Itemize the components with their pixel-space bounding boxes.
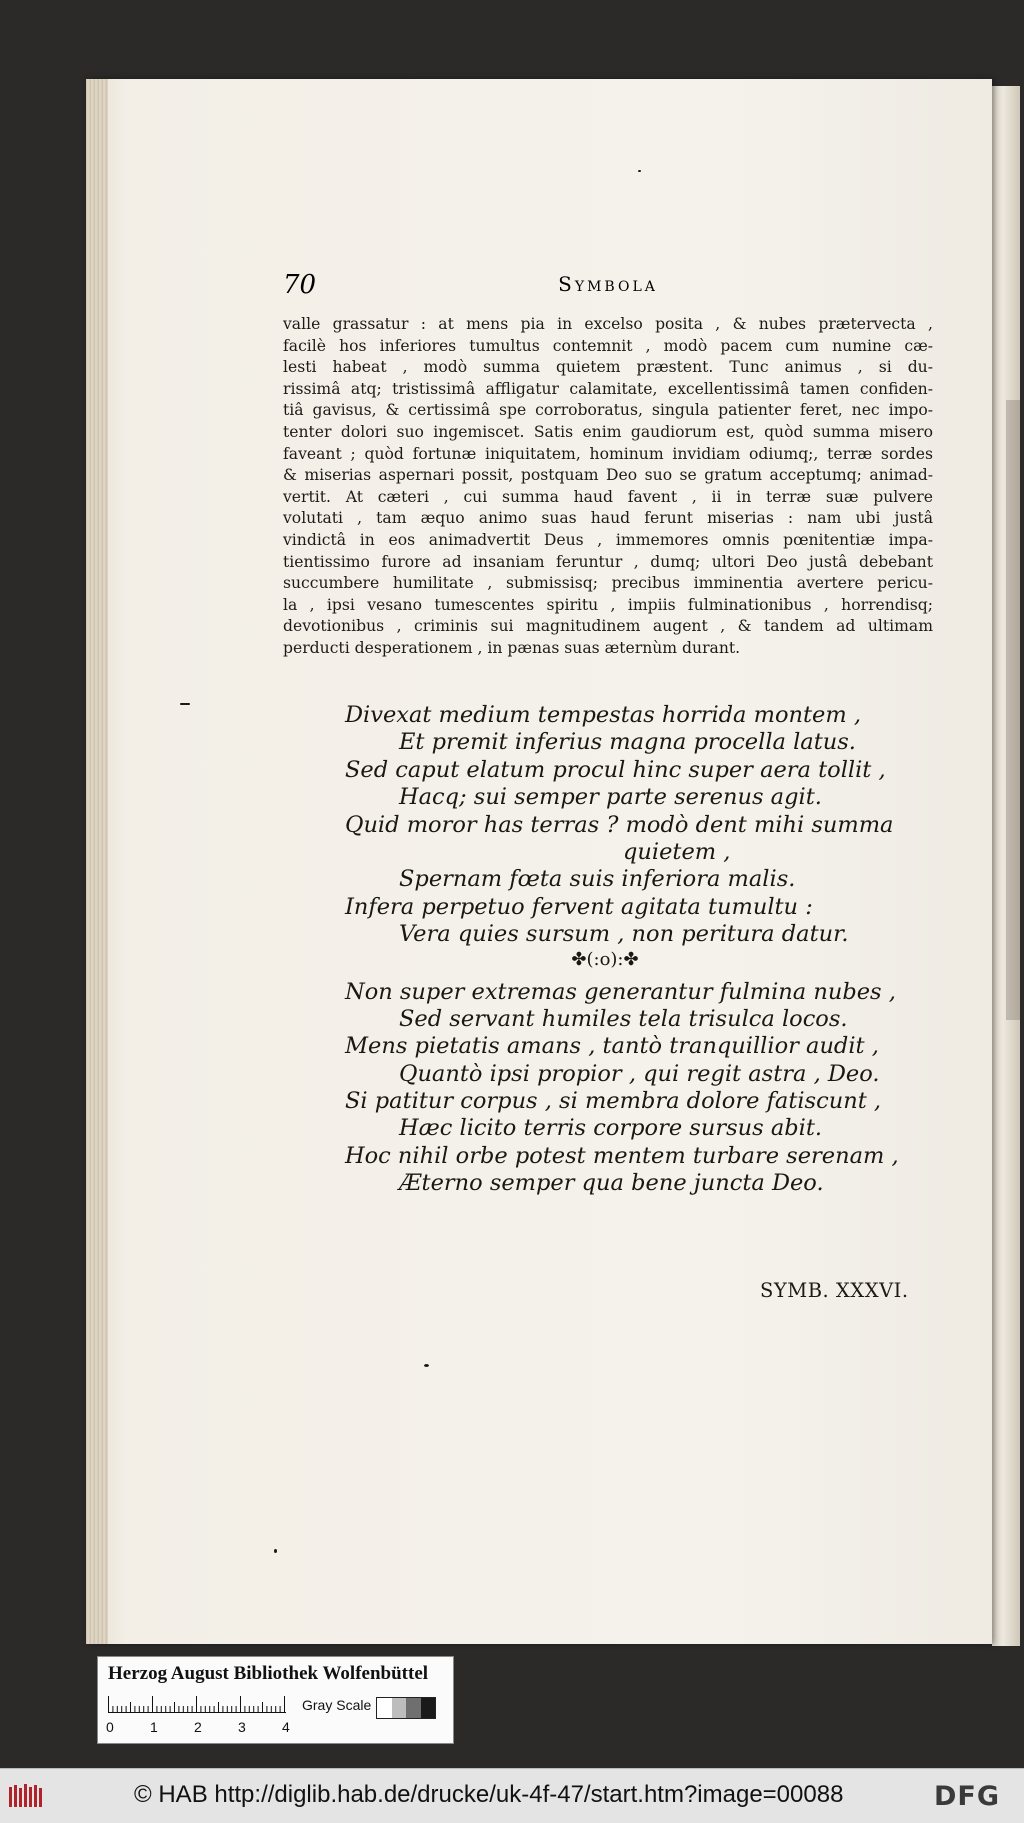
poem <box>345 702 945 1198</box>
poem-line: Infera perpetuo fervent agitata tumultu : <box>345 893 813 920</box>
prose-line: la , ipsi vesano tumescentes spiritu , impiis fulminationibus , horrendisq; <box>283 595 933 614</box>
prose-line: lesti habeat , modò summa quietem præstent. Tunc animus , si du- <box>283 358 933 377</box>
next-page-bleed <box>1006 400 1020 1020</box>
dfg-logo: DFG <box>934 1781 1001 1812</box>
page-header <box>283 270 933 306</box>
library-label-card <box>97 1656 454 1744</box>
ink-speck <box>180 703 190 705</box>
prose-paragraph <box>283 314 933 660</box>
page-gutter-edge <box>86 79 108 1644</box>
poem-line: Si patitur corpus , si membra dolore fatiscunt , <box>345 1088 882 1115</box>
prose-line: faveant ; quòd fortunæ iniquitatem, hominum invidiam odiumq;, terræ sordes <box>283 444 933 463</box>
gray-scale-swatches <box>376 1697 436 1719</box>
ruler-number: 1 <box>150 1719 158 1735</box>
prose-line: volutati , tam æquo animo suas haud ferunt miserias : nam ubi justâ <box>283 509 933 528</box>
prose-line: devotionibus , criminis sui magnitudinem augent , & tandem ad ultimam <box>283 617 933 636</box>
ornament-divider: ✤(:o):✤ <box>571 948 639 970</box>
prose-line: vindictâ in eos animadvertit Deus , immemores omnis pœnitentiæ impa- <box>283 530 933 549</box>
poem-line: Et premit inferius magna procella latus. <box>399 729 856 756</box>
page-number: 70 <box>283 270 317 300</box>
poem-line: Mens pietatis amans , tantò tranquillior audit , <box>345 1033 879 1060</box>
poem-line: quietem , <box>623 838 731 865</box>
ink-speck <box>638 170 641 172</box>
poem-line: Æterno semper qua bene juncta Deo. <box>399 1170 824 1197</box>
poem-line: Quantò ipsi propior , qui regit astra , Deo. <box>399 1060 880 1087</box>
ruler-number: 4 <box>282 1719 290 1735</box>
ruler-number: 2 <box>194 1719 202 1735</box>
prose-line: vertit. At cæteri , cui summa haud favent , ii in terræ suæ pulvere <box>283 487 933 506</box>
catchword: SYMB. XXXVI. <box>760 1279 909 1302</box>
poem-line: Vera quies sursum , non peritura datur. <box>399 921 849 948</box>
poem-line: Sed caput elatum procul hinc super aera tollit , <box>345 756 886 783</box>
scale-ruler <box>108 1695 286 1713</box>
prose-line: tiâ gavisus, & certissimâ spe corroboratus, singula patienter feret, nec impo- <box>283 401 933 420</box>
poem-line: Hæc licito terris corpore sursus abit. <box>399 1115 823 1142</box>
copyright-link[interactable]: © HAB http://diglib.hab.de/drucke/uk-4f-47/start.htm?image=00088 <box>134 1781 844 1808</box>
gray-scale-label: Gray Scale <box>302 1697 372 1713</box>
poem-line: Sed servant humiles tela trisulca locos. <box>399 1005 848 1032</box>
ruler-number: 3 <box>238 1719 246 1735</box>
poem-line: Divexat medium tempestas horrida montem , <box>345 702 861 728</box>
prose-line: tenter dolori suo ingemiscet. Satis enim gaudiorum est, quòd summa misero <box>283 422 933 441</box>
running-head: Symbola <box>558 272 658 296</box>
prose-line: facilè hos inferiores tumultus contemnit , modò pacem cum numine cæ- <box>283 336 933 355</box>
gray-swatch <box>392 1698 407 1718</box>
poem-line: Spernam fœta suis inferiora malis. <box>399 866 796 893</box>
footer-bar <box>0 1768 1024 1823</box>
ruler-number: 0 <box>106 1719 114 1735</box>
poem-line: Hoc nihil orbe potest mentem turbare serenam , <box>345 1142 899 1169</box>
ink-speck <box>274 1549 277 1553</box>
hab-library-logo-icon <box>8 1783 44 1809</box>
prose-line: succumbere humilitate , submissisq; precibus imminentia avertere pericu- <box>283 574 933 593</box>
gray-swatch <box>406 1698 421 1718</box>
ink-speck <box>424 1364 429 1367</box>
prose-line: valle grassatur : at mens pia in excelso posita , & nubes prætervecta , <box>283 315 933 333</box>
prose-line: perducti desperationem , in pænas suas æternùm durant. <box>283 638 741 657</box>
gray-swatch <box>421 1698 436 1718</box>
prose-line: rissimâ atq; tristissimâ affligatur calamitate, excellentissimâ tamen confiden- <box>283 379 933 398</box>
library-name: Herzog August Bibliothek Wolfenbüttel <box>108 1663 429 1684</box>
poem-line: Quid moror has terras ? modò dent mihi summa <box>345 811 894 838</box>
prose-line: tientissimo furore ad insaniam feruntur , dumq; ultori Deo justâ debebant <box>283 552 933 571</box>
ruler-numbers <box>106 1719 306 1737</box>
prose-line: & miserias aspernari possit, postquam Deo suo se gratum acceptumq; animad- <box>283 466 933 485</box>
gray-swatch <box>377 1698 392 1718</box>
poem-line: Hacq; sui semper parte serenus agit. <box>399 784 822 811</box>
poem-line: Non super extremas generantur fulmina nubes , <box>345 978 896 1005</box>
